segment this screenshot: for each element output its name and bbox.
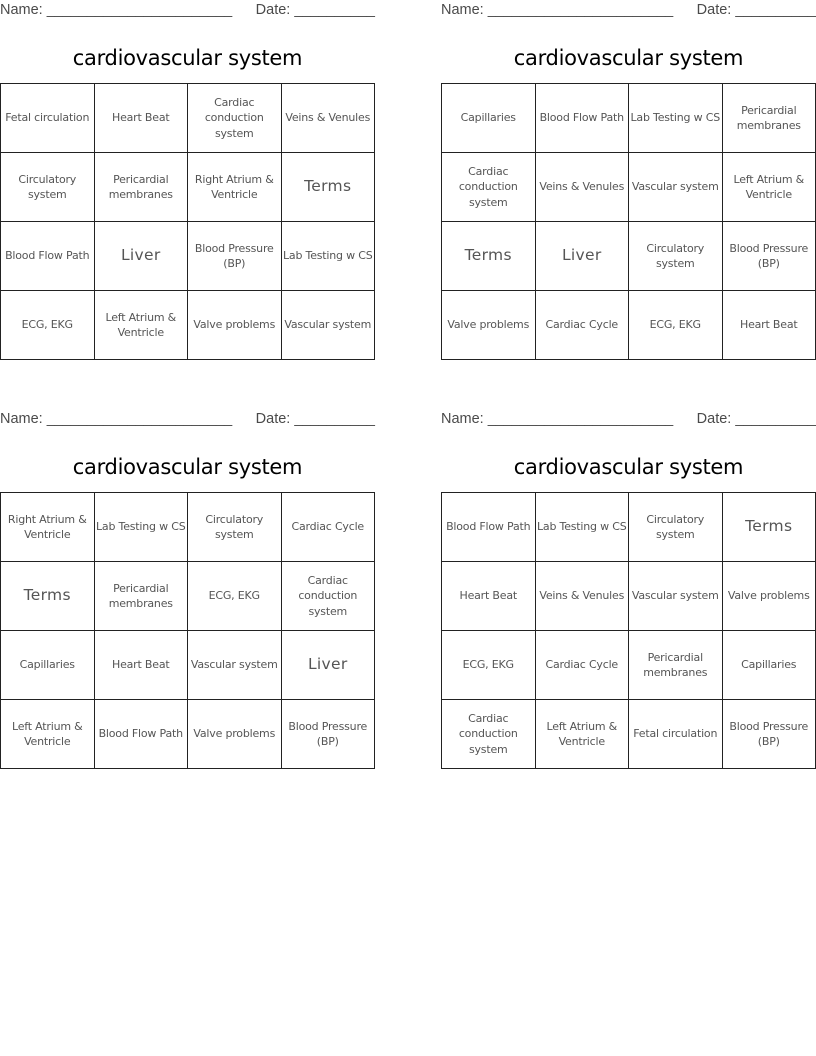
grid-cell: Blood Flow Path — [94, 700, 188, 769]
grid-cell: Left Atrium & Ventricle — [1, 700, 95, 769]
grid-cell: Left Atrium & Ventricle — [94, 291, 188, 360]
grid-cell: Blood Pressure (BP) — [188, 222, 282, 291]
grid-cell: Capillaries — [722, 631, 816, 700]
grid-cell: ECG, EKG — [629, 291, 723, 360]
card-header — [0, 0, 375, 22]
grid-cell: Capillaries — [1, 631, 95, 700]
grid-cell: Vascular system — [629, 562, 723, 631]
name-field: Name: _______________________ — [0, 411, 233, 427]
grid-cell: Pericardial membranes — [94, 562, 188, 631]
grid-cell: Cardiac Cycle — [281, 493, 375, 562]
bingo-grid — [441, 492, 816, 769]
grid-cell: Cardiac Cycle — [535, 291, 629, 360]
grid-cell: Valve problems — [442, 291, 536, 360]
grid-cell: Pericardial membranes — [722, 84, 816, 153]
grid-cell: Liver — [535, 222, 629, 291]
bingo-card-1 — [0, 0, 375, 360]
grid-cell: Lab Testing w CS — [629, 84, 723, 153]
grid-cell: Veins & Venules — [281, 84, 375, 153]
card-title: cardiovascular system — [72, 455, 303, 479]
grid-row — [1, 84, 375, 153]
bingo-card-3 — [0, 409, 375, 769]
grid-cell: Pericardial membranes — [629, 631, 723, 700]
grid-cell: Cardiac conduction system — [188, 84, 282, 153]
grid-cell: Blood Pressure (BP) — [722, 700, 816, 769]
card-header — [441, 0, 816, 22]
grid-row — [1, 562, 375, 631]
grid-cell: Cardiac conduction system — [442, 700, 536, 769]
grid-row — [1, 153, 375, 222]
card-title: cardiovascular system — [513, 46, 744, 70]
grid-cell: Fetal circulation — [1, 84, 95, 153]
date-field: Date: __________ — [255, 411, 375, 427]
grid-cell: Pericardial membranes — [94, 153, 188, 222]
grid-cell: Heart Beat — [94, 84, 188, 153]
grid-row — [442, 631, 816, 700]
grid-row — [1, 631, 375, 700]
card-header — [441, 409, 816, 431]
grid-row — [442, 291, 816, 360]
grid-cell: Veins & Venules — [535, 153, 629, 222]
grid-cell: Heart Beat — [442, 562, 536, 631]
name-field: Name: _______________________ — [441, 411, 674, 427]
grid-cell: Blood Flow Path — [442, 493, 536, 562]
grid-cell: Circulatory system — [1, 153, 95, 222]
grid-cell: Circulatory system — [629, 222, 723, 291]
name-field: Name: _______________________ — [0, 2, 233, 18]
date-field: Date: __________ — [696, 2, 816, 18]
grid-row — [1, 493, 375, 562]
name-field: Name: _______________________ — [441, 2, 674, 18]
bingo-grid — [0, 83, 375, 360]
grid-cell: Circulatory system — [188, 493, 282, 562]
grid-cell: Lab Testing w CS — [94, 493, 188, 562]
grid-row — [1, 700, 375, 769]
grid-cell: Cardiac conduction system — [442, 153, 536, 222]
grid-cell: Fetal circulation — [629, 700, 723, 769]
grid-cell: Left Atrium & Ventricle — [722, 153, 816, 222]
grid-cell: Liver — [94, 222, 188, 291]
grid-cell: Heart Beat — [722, 291, 816, 360]
grid-cell: ECG, EKG — [1, 291, 95, 360]
grid-cell: Valve problems — [722, 562, 816, 631]
grid-cell: Blood Flow Path — [535, 84, 629, 153]
grid-row — [1, 222, 375, 291]
grid-cell: Cardiac conduction system — [281, 562, 375, 631]
grid-cell: Valve problems — [188, 291, 282, 360]
grid-cell: Lab Testing w CS — [281, 222, 375, 291]
grid-cell: Cardiac Cycle — [535, 631, 629, 700]
grid-cell: Right Atrium & Ventricle — [188, 153, 282, 222]
grid-cell: Liver — [281, 631, 375, 700]
grid-cell: Blood Flow Path — [1, 222, 95, 291]
grid-row — [442, 700, 816, 769]
grid-cell: Vascular system — [188, 631, 282, 700]
grid-row — [1, 291, 375, 360]
grid-cell: Heart Beat — [94, 631, 188, 700]
bingo-card-2 — [441, 0, 816, 360]
grid-cell: Circulatory system — [629, 493, 723, 562]
card-title: cardiovascular system — [513, 455, 744, 479]
grid-row — [442, 153, 816, 222]
grid-cell: Lab Testing w CS — [535, 493, 629, 562]
card-title: cardiovascular system — [72, 46, 303, 70]
bingo-grid — [0, 492, 375, 769]
grid-cell: Vascular system — [281, 291, 375, 360]
grid-cell: Terms — [442, 222, 536, 291]
grid-cell: Blood Pressure (BP) — [281, 700, 375, 769]
grid-row — [442, 493, 816, 562]
card-header — [0, 409, 375, 431]
grid-cell: ECG, EKG — [188, 562, 282, 631]
grid-cell: ECG, EKG — [442, 631, 536, 700]
bingo-card-4 — [441, 409, 816, 769]
grid-row — [442, 84, 816, 153]
grid-cell: Vascular system — [629, 153, 723, 222]
grid-cell: Right Atrium & Ventricle — [1, 493, 95, 562]
grid-cell: Terms — [281, 153, 375, 222]
grid-cell: Terms — [722, 493, 816, 562]
grid-cell: Blood Pressure (BP) — [722, 222, 816, 291]
grid-cell: Veins & Venules — [535, 562, 629, 631]
grid-cell: Terms — [1, 562, 95, 631]
date-field: Date: __________ — [255, 2, 375, 18]
grid-cell: Left Atrium & Ventricle — [535, 700, 629, 769]
date-field: Date: __________ — [696, 411, 816, 427]
grid-cell: Valve problems — [188, 700, 282, 769]
grid-row — [442, 562, 816, 631]
grid-row — [442, 222, 816, 291]
bingo-grid — [441, 83, 816, 360]
grid-cell: Capillaries — [442, 84, 536, 153]
